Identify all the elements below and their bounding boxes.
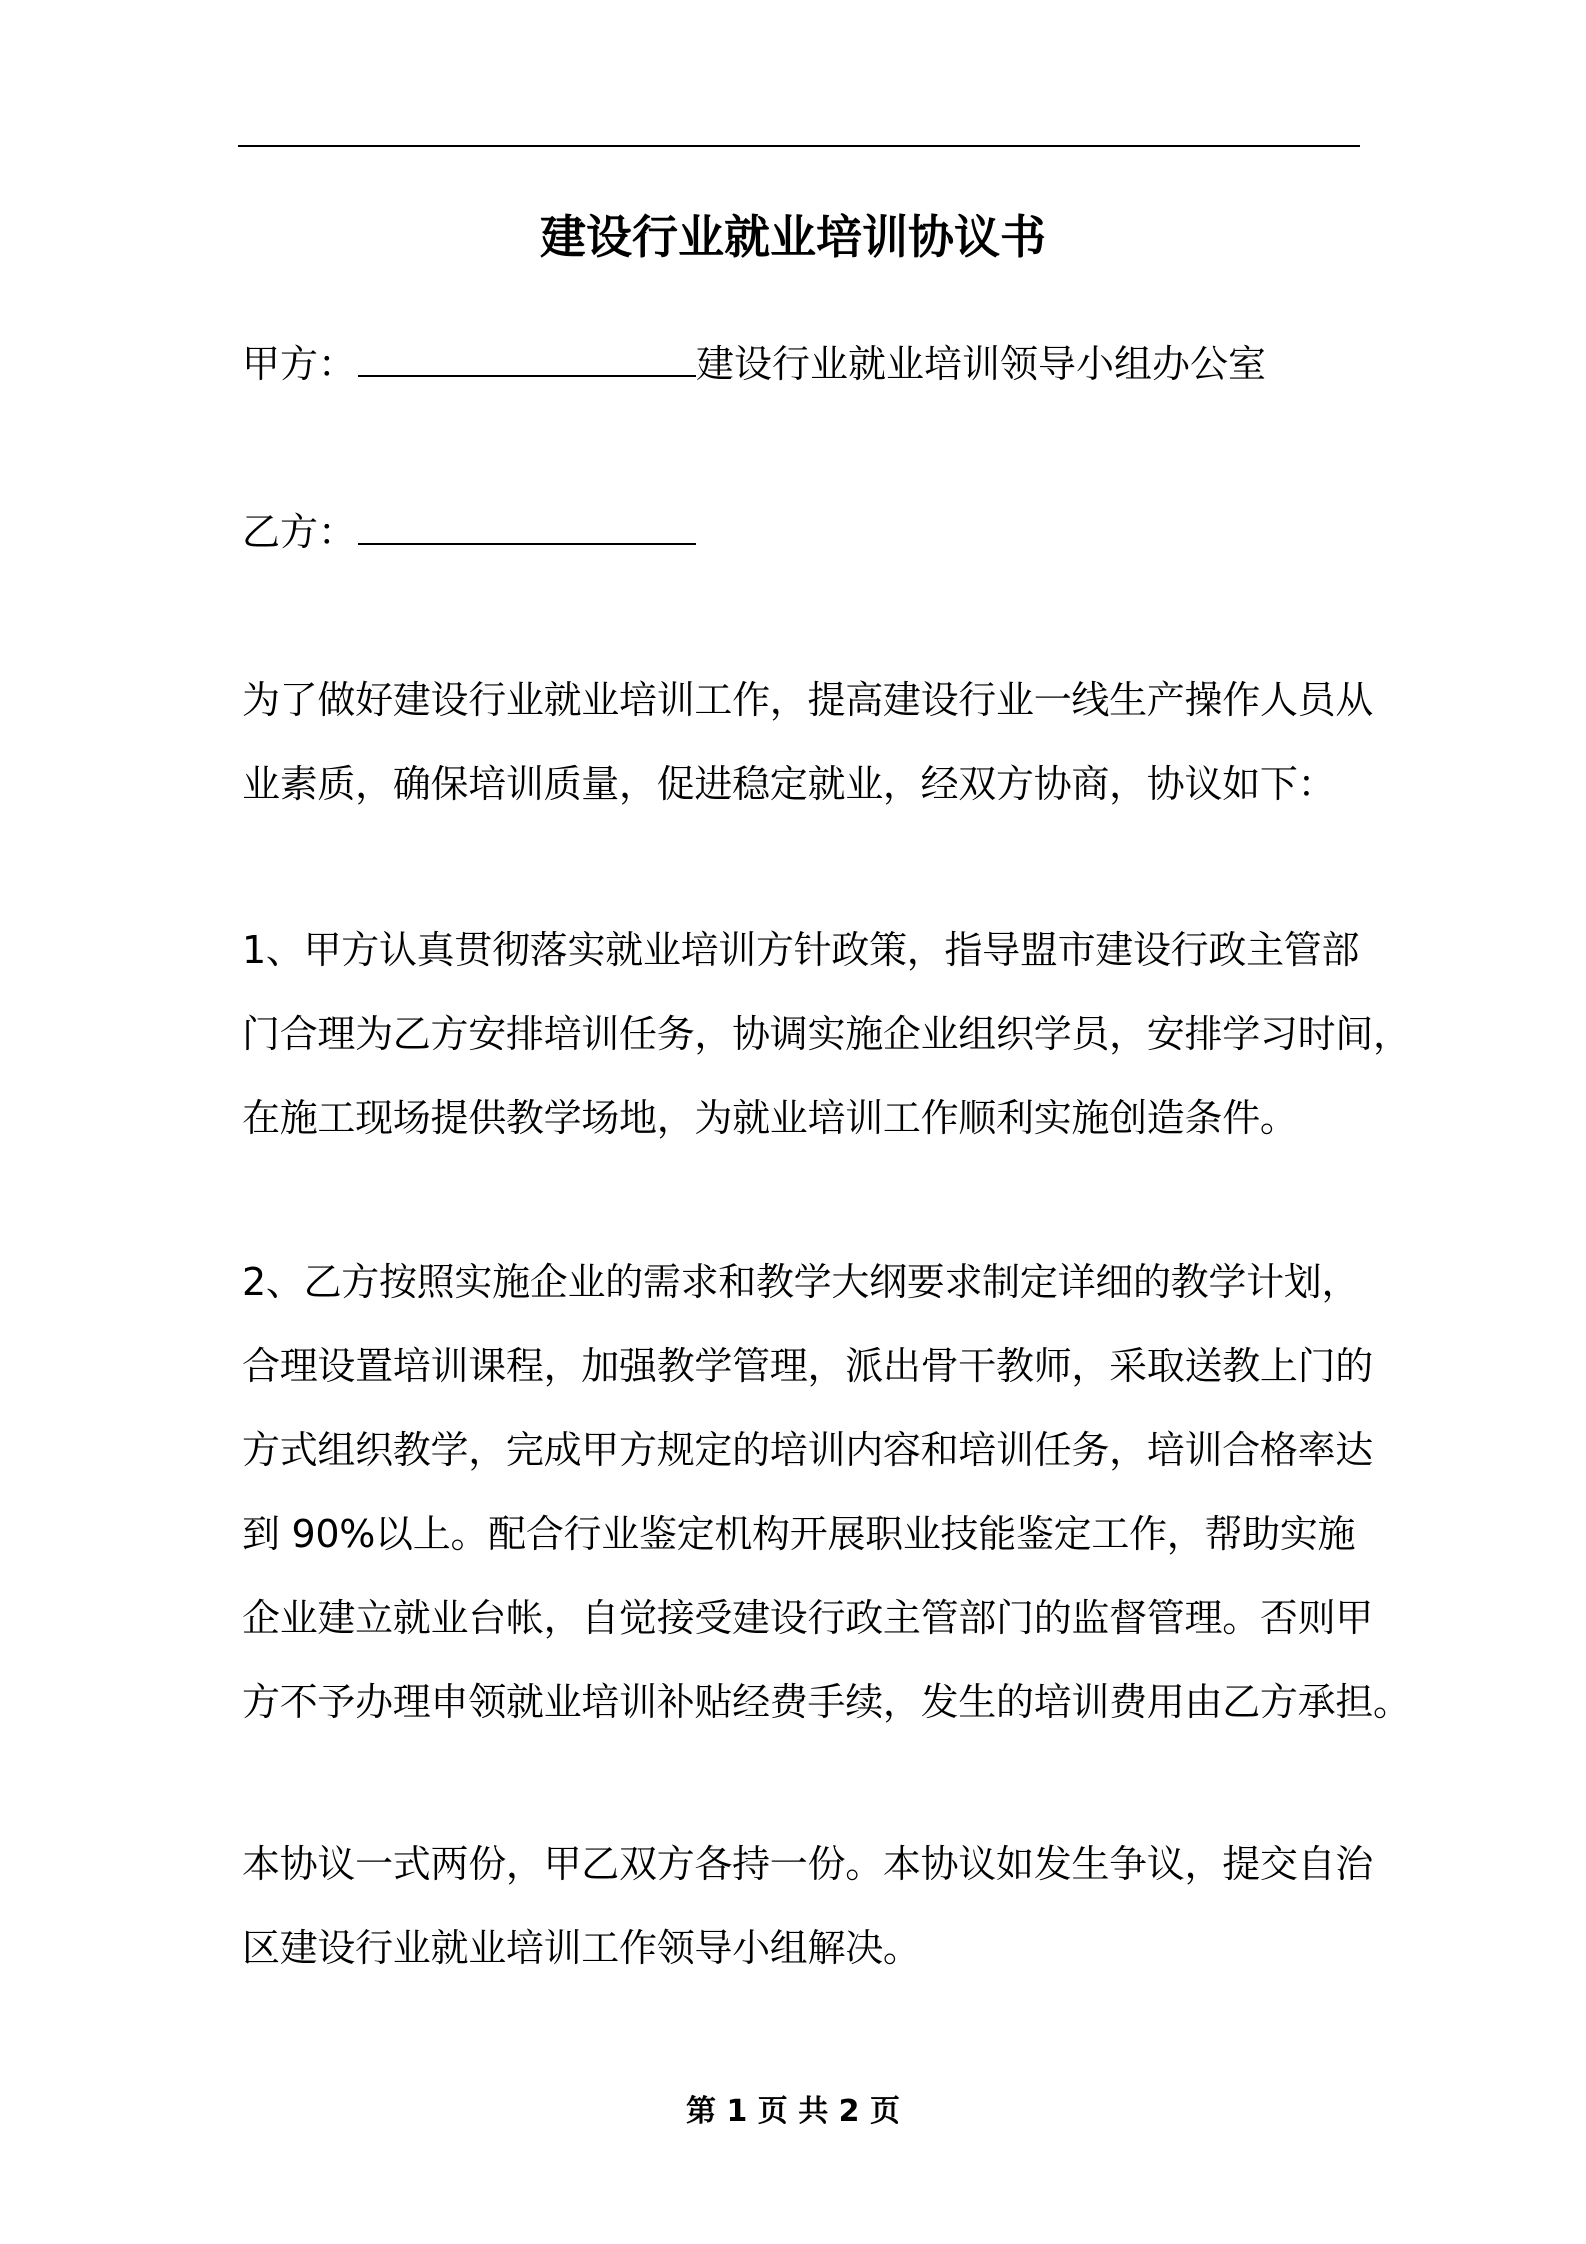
party-b-label: 乙方： bbox=[242, 510, 357, 554]
clause-1-paragraph bbox=[242, 908, 1411, 1160]
paragraph-line: 企业建立就业台帐，自觉接受建设行政主管部门的监督管理。否则甲 bbox=[242, 1596, 1374, 1640]
paragraph-line: 方不予办理申领就业培训补贴经费手续，发生的培训费用由乙方承担。 bbox=[242, 1680, 1411, 1724]
document-title: 建设行业就业培训协议书 bbox=[540, 210, 1046, 264]
paragraph-line: 2、乙方按照实施企业的需求和教学大纲要求制定详细的教学计划， bbox=[242, 1260, 1360, 1304]
paragraph-line: 为了做好建设行业就业培训工作，提高建设行业一线生产操作人员从 bbox=[242, 678, 1374, 722]
paragraph-line: 1、甲方认真贯彻落实就业培训方针政策，指导盟市建设行政主管部 bbox=[242, 928, 1360, 972]
paragraph-line: 本协议一式两份，甲乙双方各持一份。本协议如发生争议，提交自治 bbox=[242, 1842, 1374, 1886]
party-b-blank bbox=[358, 507, 696, 545]
paragraph-line: 区建设行业就业培训工作领导小组解决。 bbox=[242, 1926, 921, 1970]
party-a-line bbox=[242, 334, 1266, 394]
paragraph-line: 门合理为乙方安排培训任务，协调实施企业组织学员，安排学习时间， bbox=[242, 1012, 1411, 1056]
intro-paragraph bbox=[242, 658, 1392, 826]
party-a-value: 建设行业就业培训领导小组办公室 bbox=[696, 342, 1267, 386]
paragraph-line: 到 90%以上。配合行业鉴定机构开展职业技能鉴定工作，帮助实施 bbox=[242, 1512, 1356, 1556]
page-number-footer: 第 1 页 共 2 页 bbox=[686, 2094, 900, 2129]
paragraph-line: 在施工现场提供教学场地，为就业培训工作顺利实施创造条件。 bbox=[242, 1096, 1298, 1140]
party-b-line bbox=[242, 502, 696, 562]
clause-2-paragraph bbox=[242, 1240, 1411, 1744]
header-rule bbox=[238, 145, 1360, 147]
party-a-label: 甲方： bbox=[242, 342, 357, 386]
paragraph-line: 业素质，确保培训质量，促进稳定就业，经双方协商，协议如下： bbox=[242, 762, 1336, 806]
paragraph-line: 方式组织教学，完成甲方规定的培训内容和培训任务，培训合格率达 bbox=[242, 1428, 1374, 1472]
closing-paragraph bbox=[242, 1822, 1392, 1990]
paragraph-line: 合理设置培训课程，加强教学管理，派出骨干教师，采取送教上门的 bbox=[242, 1344, 1374, 1388]
party-a-blank bbox=[358, 339, 696, 377]
